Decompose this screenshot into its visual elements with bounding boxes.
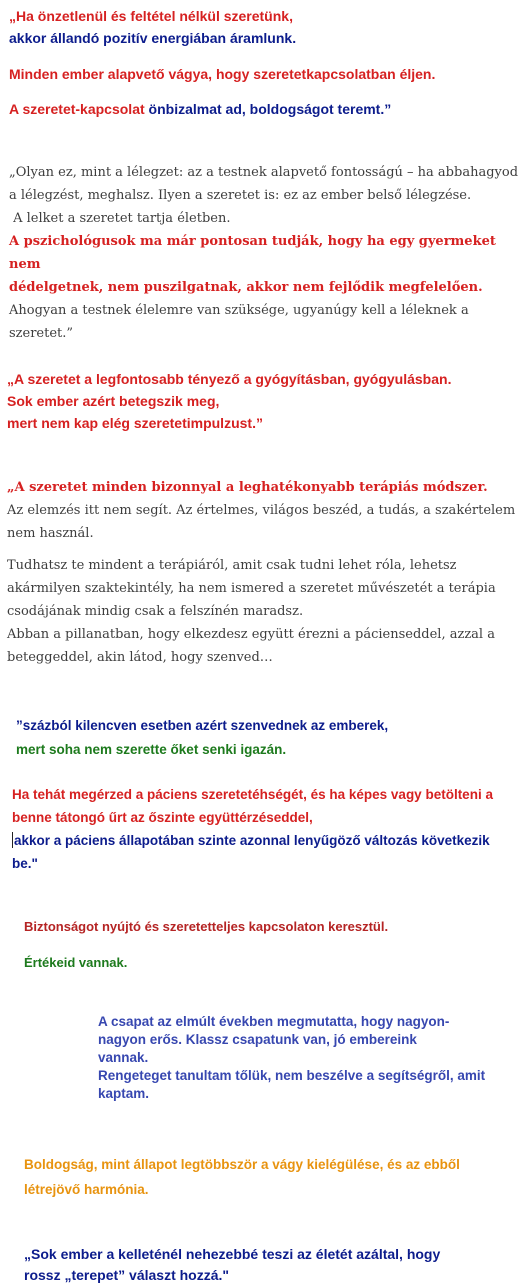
quote-block-love-energy (9, 5, 524, 120)
quote-block-breath (9, 161, 526, 345)
quote-line: Az elemzés itt nem segít. Az értelmes, világos beszéd, a tudás, a szakértelem (7, 503, 516, 518)
quote-line: A szeretet-kapcsolat önbizalmat ad, boldogságot teremt.” (9, 101, 392, 117)
text-cursor (12, 832, 13, 848)
quote-block-empathy (12, 783, 528, 875)
quote-line: Rengeteget tanultam tőlük, nem beszélve a segítségről, amit (98, 1068, 486, 1083)
quote-line: vannak. (98, 1050, 149, 1065)
quote-line: akkor a páciens állapotában szinte azonnal lenyűgöző változás következik (14, 833, 490, 848)
quote-line: Abban a pillanatban, hogy elkezdesz együtt érezni a pácienseddel, azzal a (7, 627, 495, 642)
quote-line: létrejövő harmónia. (24, 1182, 149, 1197)
quote-line: „Olyan ez, mint a lélegzet: az a testnek alapvető fontosságú – ha abbahagyod (9, 165, 519, 180)
quote-line: beteggeddel, akin látod, hogy szenved… (7, 650, 273, 665)
quote-block-happiness (24, 1152, 524, 1202)
quote-line: ”százból kilencven esetben azért szenvednek az emberek, (16, 718, 389, 733)
quote-line: dédelgetnek, nem puszilgatnak, akkor nem fejlődik megfelelően. (9, 280, 483, 295)
quote-block-security (24, 916, 524, 974)
quote-block-team (98, 1013, 518, 1103)
quote-line: A pszichológusok ma már pontosan tudják, hogy ha egy gyermeket nem (9, 234, 496, 272)
quote-block-healing (7, 368, 522, 434)
quote-line: szeretet.” (9, 326, 74, 341)
quote-line: A lelket a szeretet tartja életben. (9, 211, 231, 226)
quote-line: nem használ. (7, 526, 94, 541)
quote-line: Sok ember azért betegszik meg, (7, 393, 220, 409)
quote-line: „Ha önzetlenül és feltétel nélkül szeretünk, (9, 8, 293, 24)
quote-line: nagyon erős. Klassz csapatunk van, jó embereink (98, 1032, 417, 1047)
quote-line: Minden ember alapvető vágya, hogy szeretetkapcsolatban éljen. (9, 66, 436, 82)
quote-line: Ha tehát megérzed a páciens szeretetéhségét, és ha képes vagy betölteni a (12, 787, 493, 802)
quote-block-therapy (7, 476, 526, 669)
quote-block-suffering (16, 714, 524, 762)
quote-line: mert nem kap elég szeretetimpulzust.” (7, 415, 263, 431)
quote-line: akkor állandó pozitív energiában áramlunk. (9, 30, 297, 46)
quote-line: Értékeid vannak. (24, 955, 128, 970)
quote-line: csodájának mindig csak a felszínén maradsz. (7, 604, 304, 619)
quote-line: kaptam. (98, 1086, 150, 1101)
quote-line: a lélegzést, meghalsz. Ilyen a szeretet is: ez az ember belső lélegzése. (9, 188, 472, 203)
quote-line: akármilyen szaktekintély, ha nem ismered a szeretet művészetét a terápia (7, 581, 496, 596)
quote-line: Biztonságot nyújtó és szeretetteljes kapcsolaton keresztül. (24, 919, 389, 934)
quote-line: „A szeretet a legfontosabb tényező a gyógyításban, gyógyulásban. (7, 371, 452, 387)
quote-line: Boldogság, mint állapot legtöbbször a vágy kielégülése, és az ebből (24, 1157, 460, 1172)
quote-line: „Sok ember a kelleténél nehezebbé teszi az életét azáltal, hogy (24, 1246, 441, 1262)
quote-block-terrain (24, 1244, 524, 1286)
quote-line: „A szeretet minden bizonnyal a leghatékonyabb terápiás módszer. (7, 480, 488, 495)
quote-line: rossz „terepet” választ hozzá." (24, 1267, 230, 1283)
quote-line: A csapat az elmúlt években megmutatta, hogy nagyon- (98, 1014, 450, 1029)
quote-line: mert soha nem szerette őket senki igazán. (16, 742, 287, 757)
quote-line: benne tátongó űrt az őszinte együttérzéseddel, (12, 810, 313, 825)
quote-line: be." (12, 856, 38, 871)
quote-line: Tudhatsz te mindent a terápiáról, amit csak tudni lehet róla, lehetsz (7, 558, 457, 573)
quote-line: Ahogyan a testnek élelemre van szüksége, ugyanúgy kell a léleknek a (9, 303, 469, 318)
